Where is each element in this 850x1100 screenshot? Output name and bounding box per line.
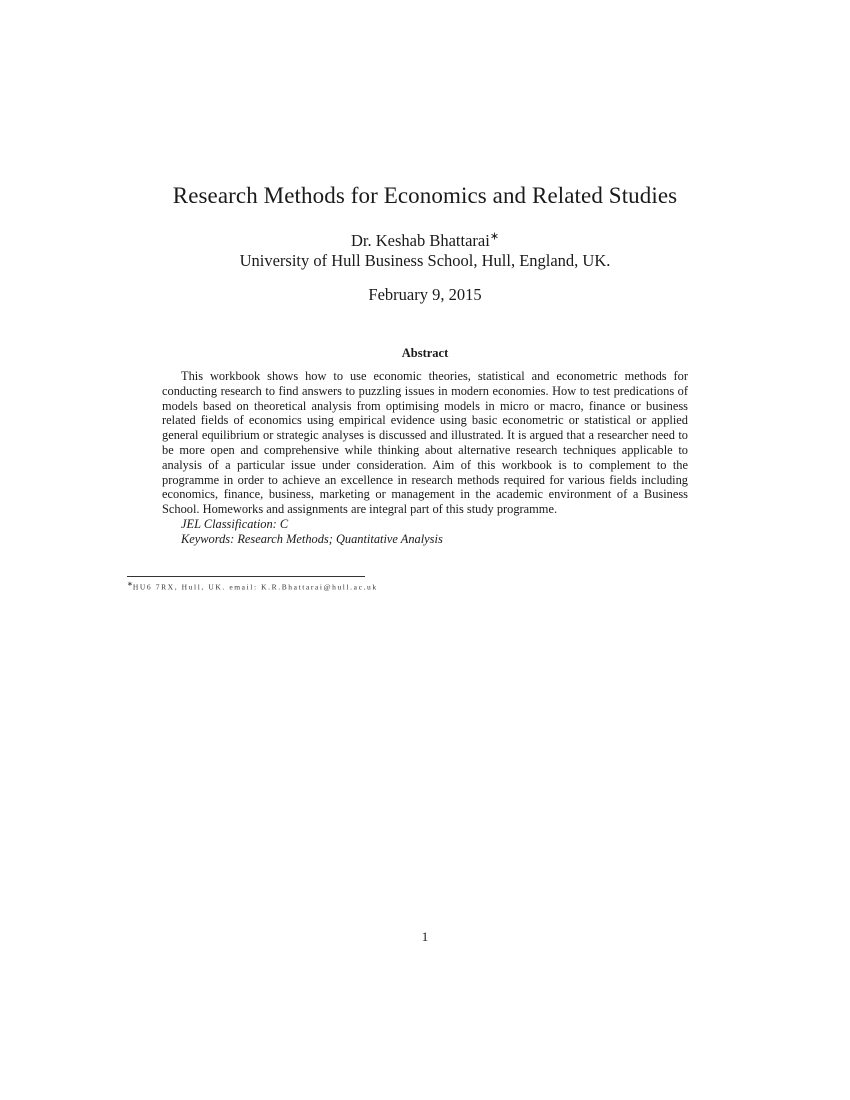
footnote — [127, 580, 378, 592]
paper-date: February 9, 2015 — [368, 285, 482, 304]
footnote-divider — [127, 576, 365, 577]
footnote-text: HU6 7RX, Hull, UK. email: K.R.Bhattarai@hull.ac.uk — [132, 582, 378, 592]
abstract-heading: Abstract — [401, 346, 449, 360]
author-affiliation: University of Hull Business School, Hull, England, UK. — [239, 251, 611, 270]
author-footnote-mark: ∗ — [489, 230, 500, 243]
footnote-mark: ∗ — [127, 580, 133, 588]
author-name: Dr. Keshab Bhattarai — [350, 231, 490, 250]
paper-title: Research Methods for Economics and Related Studies — [172, 183, 678, 208]
abstract-text: This workbook shows how to use economic theories, statistical and econometric methods for conducting research to find answers to puzzling issues in modern economies. How to test predications of models based on theoretical analysis from optimising models in micro or macro, finance or business related fields of economics using empirical evidence using basic econometric or statistical or applied general equilibrium or strategic analyses is discussed and illustrated. It is argued that a researcher need to be more open and comprehensive while thinking about alternative research techniques applicable to analysis of a particular issue under consideration. Aim of this workbook is to complement to the programme in order to achieve an excellence in research methods required for various fields including economics, finance, business, marketing or management in the academic environment of a Business School. Homeworks and assignments are integral part of this study programme. — [162, 369, 688, 517]
author-name-line — [0, 230, 850, 252]
abstract-section — [162, 369, 688, 547]
keywords: Keywords: Research Methods; Quantitative Analysis — [181, 531, 443, 546]
jel-classification: JEL Classification: C — [181, 516, 289, 531]
page-number: 1 — [421, 929, 429, 944]
